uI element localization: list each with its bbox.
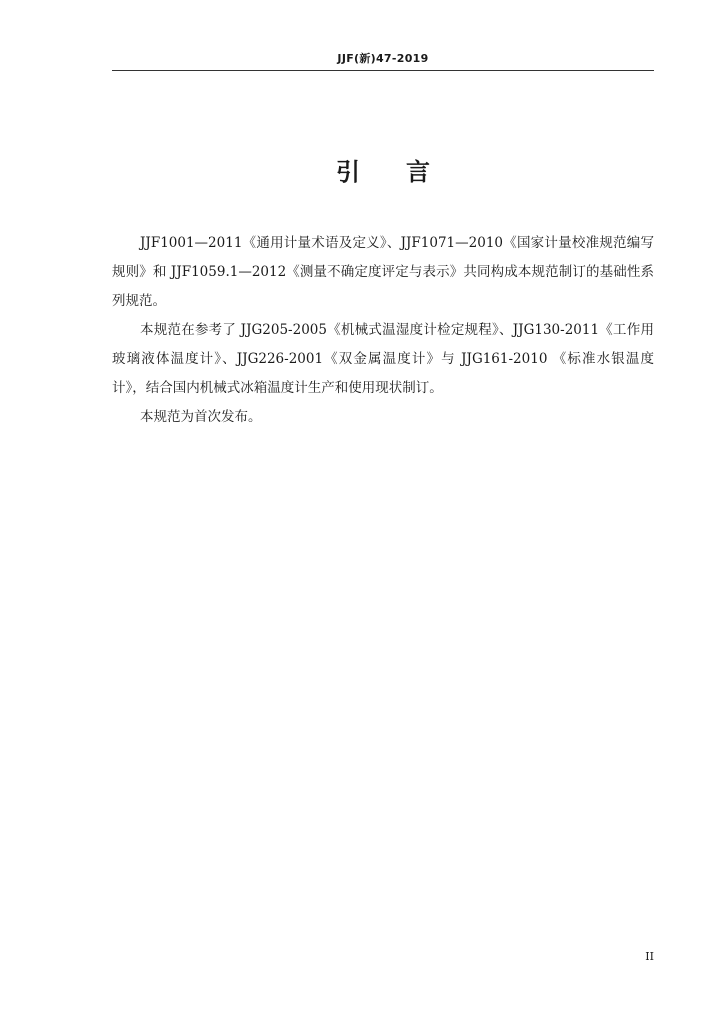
- document-code: JJF(新)47-2019: [337, 52, 429, 65]
- title-char-2: 言: [406, 158, 430, 186]
- page-number: II: [645, 950, 654, 963]
- section-title: [112, 156, 654, 188]
- document-body: [112, 229, 654, 432]
- paragraph-release: 本规范为首次发布。: [140, 409, 262, 425]
- paragraph-basis: 本规范在参考了 JJG205-2005《机械式温湿度计检定规程》、JJG130-2011《工作用玻璃液体温度计》、JJG226-2001《双金属温度计》与 JJG161-2010 《标准水银温度计》，结合国内机械式冰箱温度计生产和使用现状制订。: [112, 322, 654, 396]
- paragraph-references: JJF1001—2011《通用计量术语及定义》、JJF1071—2010《国家计量校准规范编写规则》和 JJF1059.1—2012《测量不确定度评定与表示》共同构成本规范制订的基础性系列规范。: [112, 235, 654, 309]
- page-header: [112, 52, 654, 71]
- title-char-1: 引: [336, 158, 360, 186]
